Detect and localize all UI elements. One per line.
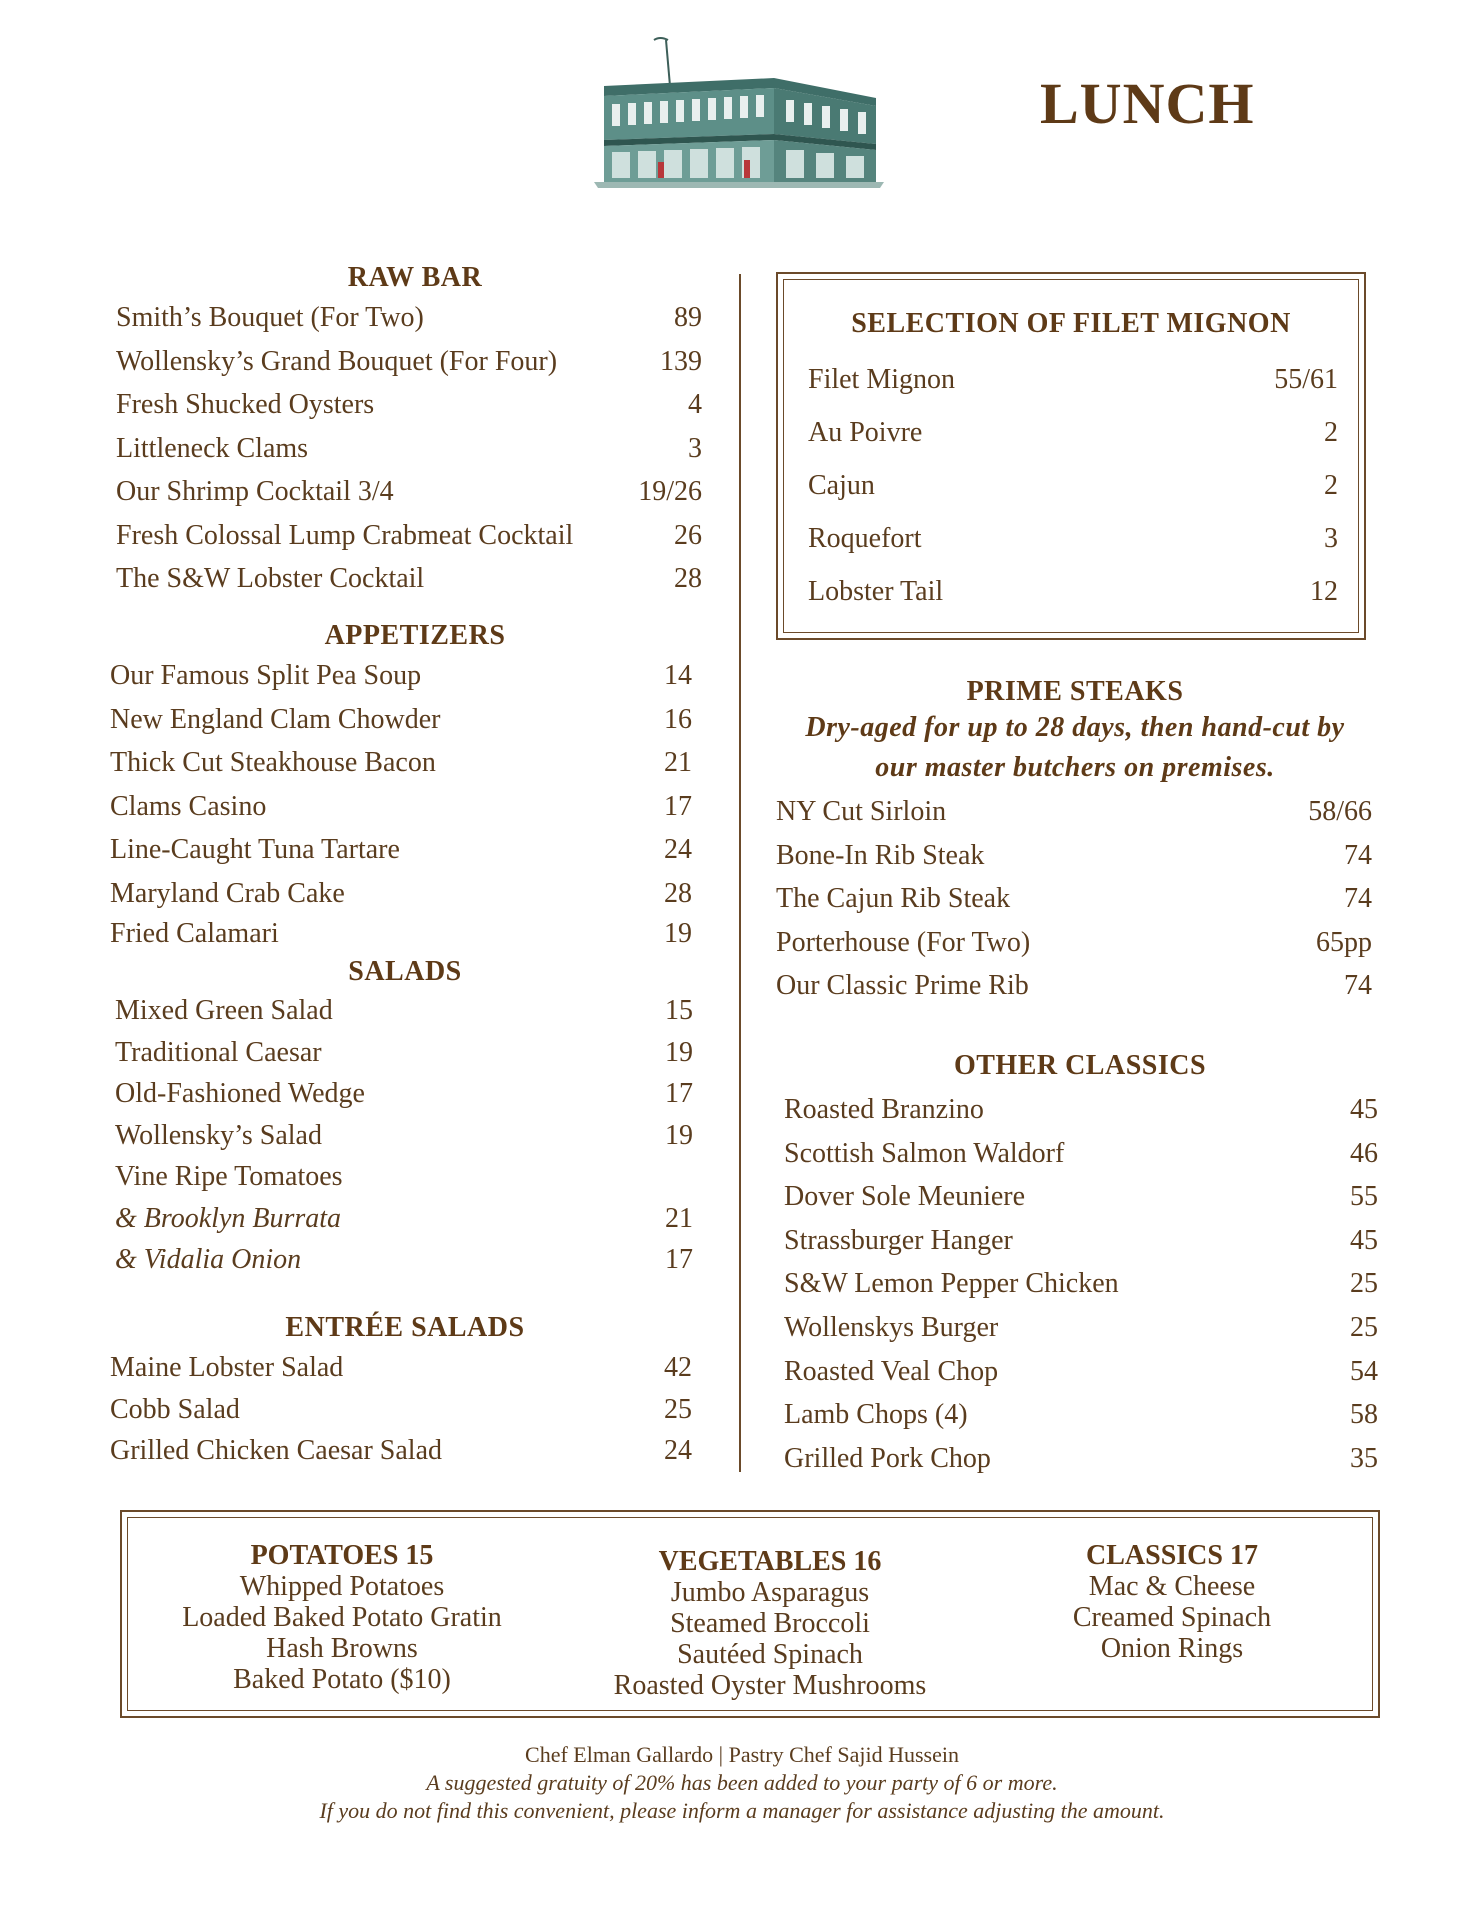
list-item: Smith’s Bouquet (For Two) 89 xyxy=(116,302,702,333)
salads-heading: SALADS xyxy=(348,956,462,987)
list-item: Sautéed Spinach xyxy=(677,1639,863,1670)
list-item: Littleneck Clams 3 xyxy=(116,432,702,464)
list-item: Jumbo Asparagus xyxy=(670,1577,870,1608)
filet-heading: SELECTION OF FILET MIGNON xyxy=(851,308,1291,339)
list-item: Maryland Crab Cake 28 xyxy=(110,877,692,909)
prime-steaks-subtitle-1: Dry-aged for up to 28 days, then hand-cut by xyxy=(805,712,1345,743)
list-item: Wollenskys Burger 25 xyxy=(784,1311,1378,1343)
list-item: S&W Lemon Pepper Chicken 25 xyxy=(784,1268,1378,1300)
list-item: The Cajun Rib Steak 74 xyxy=(776,883,1372,914)
list-item: Thick Cut Steakhouse Bacon 21 xyxy=(110,747,692,778)
prime-steaks-heading: PRIME STEAKS xyxy=(966,676,1184,707)
list-item: Strassburger Hanger 45 xyxy=(784,1224,1378,1256)
list-item: & Brooklyn Burrata 21 xyxy=(115,1202,693,1234)
list-item: Fresh Colossal Lump Crabmeat Cocktail 26 xyxy=(116,519,702,551)
list-item: Hash Browns xyxy=(266,1633,418,1664)
sides-box xyxy=(120,1510,1380,1718)
list-item: Roasted Branzino 45 xyxy=(784,1094,1378,1125)
prime-steaks-subtitle-2: our master butchers on premises. xyxy=(875,752,1275,783)
appetizers-heading: APPETIZERS xyxy=(324,620,506,651)
entree-salads-heading: ENTRÉE SALADS xyxy=(285,1312,525,1343)
salads-list xyxy=(115,995,693,1286)
list-item: Onion Rings xyxy=(1100,1633,1244,1664)
list-item: Clams Casino 17 xyxy=(110,790,692,822)
appetizers-list xyxy=(110,660,692,958)
filet-list xyxy=(808,364,1338,629)
building-illustration xyxy=(594,36,884,192)
list-item: Loaded Baked Potato Gratin xyxy=(182,1602,502,1633)
list-item: NY Cut Sirloin 58/66 xyxy=(776,796,1372,827)
list-item: Mixed Green Salad 15 xyxy=(115,995,693,1026)
vegetables-column xyxy=(570,1546,970,1701)
list-item: Fried Calamari 19 xyxy=(110,917,692,949)
list-item: Cajun 2 xyxy=(808,470,1338,501)
classics-column xyxy=(1002,1540,1342,1664)
list-item: Fresh Shucked Oysters 4 xyxy=(116,389,702,420)
list-item: New England Clam Chowder 16 xyxy=(110,703,692,735)
potatoes-column xyxy=(142,1540,542,1695)
prime-steaks-list xyxy=(776,796,1372,1014)
list-item: Bone-In Rib Steak 74 xyxy=(776,839,1372,871)
list-item: Our Classic Prime Rib 74 xyxy=(776,970,1372,1001)
list-item: Wollensky’s Grand Bouquet (For Four) 139 xyxy=(116,345,702,377)
list-item: Creamed Spinach xyxy=(1072,1602,1272,1633)
gratuity-note: A suggested gratuity of 20% has been added to your party of 6 or more. xyxy=(426,1770,1058,1795)
gratuity-adjustment-note: If you do not find this convenient, please inform a manager for assistance adjusting the amount. xyxy=(319,1798,1165,1823)
list-item: & Vidalia Onion 17 xyxy=(115,1244,693,1275)
list-item: Whipped Potatoes xyxy=(239,1571,445,1602)
list-item: Scottish Salmon Waldorf 46 xyxy=(784,1137,1378,1169)
list-item: Maine Lobster Salad 42 xyxy=(110,1352,692,1383)
list-item: Au Poivre 2 xyxy=(808,417,1338,448)
other-classics-list xyxy=(784,1094,1378,1486)
list-item: Grilled Chicken Caesar Salad 24 xyxy=(110,1435,692,1466)
filet-box xyxy=(776,272,1366,640)
menu-title: LUNCH xyxy=(1040,71,1255,136)
list-item: Mac & Cheese xyxy=(1088,1571,1256,1602)
list-item: Roquefort 3 xyxy=(808,523,1338,554)
chef-credits: Chef Elman Gallardo | Pastry Chef Sajid Hussein xyxy=(525,1742,959,1767)
list-item: Line-Caught Tuna Tartare 24 xyxy=(110,834,692,865)
other-classics-heading: OTHER CLASSICS xyxy=(953,1050,1207,1081)
list-item: The S&W Lobster Cocktail 28 xyxy=(116,563,702,594)
raw-bar-list xyxy=(116,302,702,607)
list-item: Our Famous Split Pea Soup 14 xyxy=(110,660,692,691)
classics-heading: CLASSICS 17 xyxy=(1086,1540,1258,1571)
list-item: Vine Ripe Tomatoes xyxy=(115,1161,343,1192)
list-item: Lobster Tail 12 xyxy=(808,576,1338,607)
entree-salads-list xyxy=(110,1352,692,1477)
list-item: Roasted Veal Chop 54 xyxy=(784,1355,1378,1387)
list-item: Lamb Chops (4) 58 xyxy=(784,1399,1378,1431)
potatoes-heading: POTATOES 15 xyxy=(250,1540,434,1571)
list-item: Traditional Caesar 19 xyxy=(115,1036,693,1068)
list-item: Cobb Salad 25 xyxy=(110,1393,692,1425)
list-item: Roasted Oyster Mushrooms xyxy=(613,1670,927,1701)
list-item: Dover Sole Meuniere 55 xyxy=(784,1181,1378,1213)
list-item: Grilled Pork Chop 35 xyxy=(784,1442,1378,1474)
raw-bar-heading: RAW BAR xyxy=(347,262,483,293)
list-item: Porterhouse (For Two) 65pp xyxy=(776,926,1372,958)
vegetables-heading: VEGETABLES 16 xyxy=(658,1546,882,1577)
list-item: Our Shrimp Cocktail 3/4 19/26 xyxy=(116,476,702,507)
list-item: Baked Potato ($10) xyxy=(233,1664,451,1695)
list-item: Steamed Broccoli xyxy=(670,1608,870,1639)
column-divider xyxy=(739,274,741,1472)
list-item: Wollensky’s Salad 19 xyxy=(115,1119,693,1151)
list-item: Filet Mignon 55/61 xyxy=(808,364,1338,395)
list-item: Old-Fashioned Wedge 17 xyxy=(115,1078,693,1109)
